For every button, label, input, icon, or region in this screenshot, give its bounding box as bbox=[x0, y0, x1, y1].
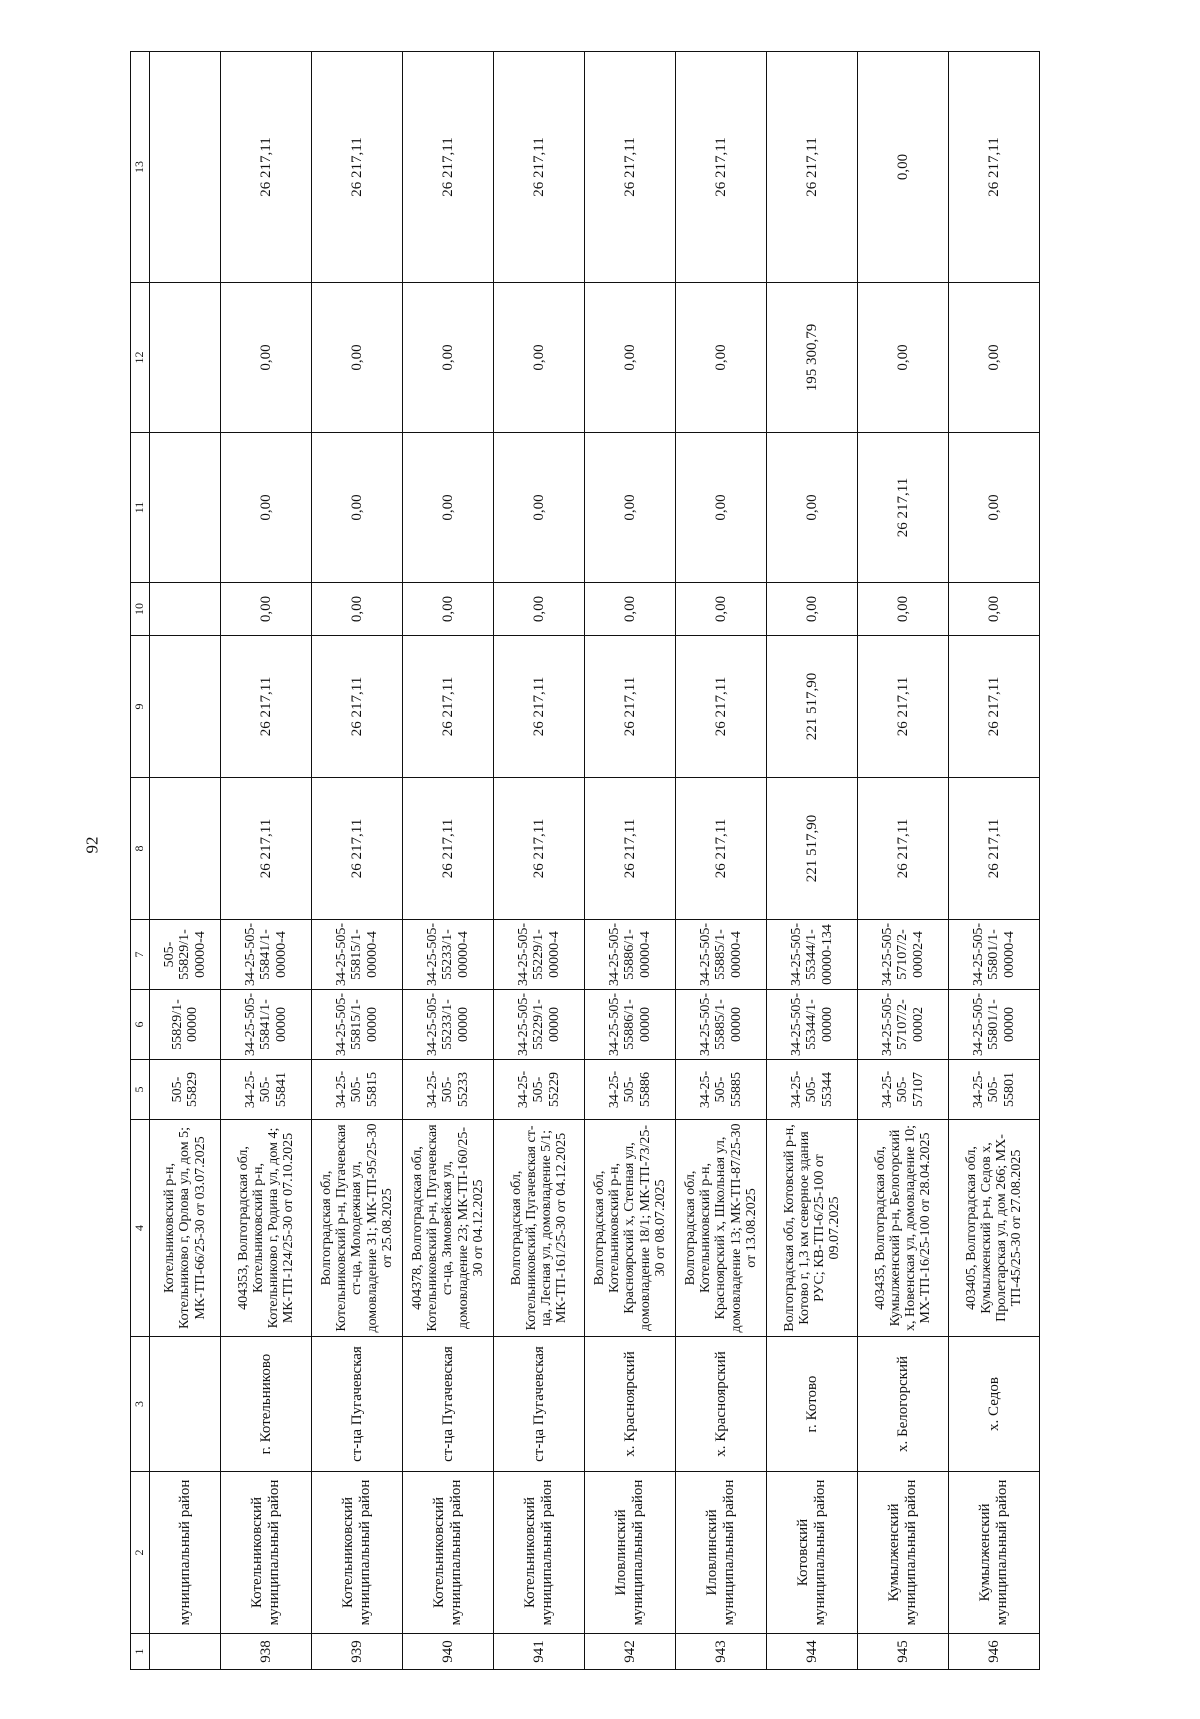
account-code-cell: 34-25-505-55886/1-00000-4 bbox=[585, 920, 676, 990]
locality-cell: г. Котельниково bbox=[221, 1337, 312, 1472]
amount-col12-cell: 0,00 bbox=[403, 283, 494, 433]
table-row bbox=[858, 52, 949, 1670]
column-number: 6 bbox=[131, 990, 150, 1060]
amount-col11-cell: 0,00 bbox=[585, 433, 676, 583]
district-cell: Котельниковский муниципальный район bbox=[494, 1472, 585, 1634]
table-row bbox=[221, 52, 312, 1670]
amount-col10-cell: 0,00 bbox=[221, 583, 312, 636]
amount-col12-cell: 0,00 bbox=[221, 283, 312, 433]
amount-col9-cell: 26 217,11 bbox=[221, 636, 312, 778]
amount-col8-cell: 26 217,11 bbox=[676, 778, 767, 920]
amount-col9-cell: 26 217,11 bbox=[494, 636, 585, 778]
table-row bbox=[949, 52, 1040, 1670]
object-code-cell: 34-25-505-55841/1-00000 bbox=[221, 990, 312, 1060]
column-number: 7 bbox=[131, 920, 150, 990]
locality-cell: х. Белогорский bbox=[858, 1337, 949, 1472]
district-cell: Котельниковский муниципальный район bbox=[312, 1472, 403, 1634]
row-number-cell: 938 bbox=[221, 1634, 312, 1670]
address-cell: 403405, Волгоградская обл, Кумылженский р-н, Седов х, Пролетарская ул, дом 266; МХ-ТП-45/25-30 от 27.08.2025 bbox=[949, 1120, 1040, 1337]
row-number-cell: 941 bbox=[494, 1634, 585, 1670]
column-number: 10 bbox=[131, 583, 150, 636]
address-cell: Волгоградская обл, Котовский р-н, Котово г, 1,3 км северное здания РУС; КВ-ТП-6/25-100 от 09.07.2025 bbox=[767, 1120, 858, 1337]
amount-col12-cell: 0,00 bbox=[949, 283, 1040, 433]
object-code-cell: 34-25-505-57107/2-00002 bbox=[858, 990, 949, 1060]
amount-col9-cell: 26 217,11 bbox=[312, 636, 403, 778]
amount-col8-cell: 26 217,11 bbox=[858, 778, 949, 920]
amount-col11-cell: 0,00 bbox=[403, 433, 494, 583]
amount-col12-cell: 0,00 bbox=[676, 283, 767, 433]
locality-cell: ст-ца Пугачевская bbox=[494, 1337, 585, 1472]
account-code-cell: 34-25-505-55841/1-00000-4 bbox=[221, 920, 312, 990]
amount-col8-cell: 26 217,11 bbox=[585, 778, 676, 920]
amount-col10-cell: 0,00 bbox=[767, 583, 858, 636]
amount-col11-cell bbox=[150, 433, 221, 583]
account-code-cell: 34-25-505-55885/1-00000-4 bbox=[676, 920, 767, 990]
address-cell: Волгоградская обл, Котельниковский р-н, Пугачевская ст-ца, Молодежная ул, домовладение 31; МК-ТП-95/25-30 от 25.08.2025 bbox=[312, 1120, 403, 1337]
cadastral-code-cell: 505-55829 bbox=[150, 1060, 221, 1120]
amount-col11-cell: 26 217,11 bbox=[858, 433, 949, 583]
account-code-cell: 34-25-505-57107/2-00002-4 bbox=[858, 920, 949, 990]
locality-cell: х. Седов bbox=[949, 1337, 1040, 1472]
column-number: 8 bbox=[131, 778, 150, 920]
row-number-cell: 942 bbox=[585, 1634, 676, 1670]
amount-col12-cell: 0,00 bbox=[585, 283, 676, 433]
cadastral-code-cell: 34-25-505-55233 bbox=[403, 1060, 494, 1120]
amount-col10-cell: 0,00 bbox=[676, 583, 767, 636]
page-number: 92 bbox=[82, 836, 102, 854]
amount-col9-cell: 26 217,11 bbox=[676, 636, 767, 778]
district-cell: Котельниковский муниципальный район bbox=[403, 1472, 494, 1634]
object-code-cell: 55829/1-00000 bbox=[150, 990, 221, 1060]
amount-col10-cell: 0,00 bbox=[312, 583, 403, 636]
column-number: 1 bbox=[131, 1634, 150, 1670]
amount-col11-cell: 0,00 bbox=[494, 433, 585, 583]
district-cell: Котовский муниципальный район bbox=[767, 1472, 858, 1634]
district-cell: муниципальный район bbox=[150, 1472, 221, 1634]
rotated-table-container bbox=[130, 52, 1090, 1670]
account-code-cell: 34-25-505-55801/1-00000-4 bbox=[949, 920, 1040, 990]
amount-col10-cell: 0,00 bbox=[585, 583, 676, 636]
locality-cell: х. Красноярский bbox=[585, 1337, 676, 1472]
amount-col9-cell: 26 217,11 bbox=[949, 636, 1040, 778]
address-cell: 404353, Волгоградская обл, Котельниковский р-н, Котельниково г, Родина ул, дом 4; МК-ТП-124/25-30 от 07.10.2025 bbox=[221, 1120, 312, 1337]
address-cell: Волгоградская обл, Котельниковский, Пугачевская ст-ца, Лесная ул, домовладение 5/1; МК-ТП-161/25-30 от 04.12.2025 bbox=[494, 1120, 585, 1337]
amount-col11-cell: 0,00 bbox=[676, 433, 767, 583]
district-cell: Кумылженский муниципальный район bbox=[858, 1472, 949, 1634]
district-cell: Иловлинский муниципальный район bbox=[585, 1472, 676, 1634]
amount-col9-cell: 26 217,11 bbox=[585, 636, 676, 778]
amount-col9-cell: 26 217,11 bbox=[858, 636, 949, 778]
row-number-cell: 940 bbox=[403, 1634, 494, 1670]
amount-col10-cell: 0,00 bbox=[494, 583, 585, 636]
cadastral-code-cell: 34-25-505-55229 bbox=[494, 1060, 585, 1120]
amount-col13-cell: 26 217,11 bbox=[312, 52, 403, 283]
column-number: 12 bbox=[131, 283, 150, 433]
amount-col8-cell: 26 217,11 bbox=[949, 778, 1040, 920]
data-table bbox=[130, 51, 1040, 1670]
column-number: 3 bbox=[131, 1337, 150, 1472]
amount-col8-cell bbox=[150, 778, 221, 920]
column-number-row bbox=[131, 52, 150, 1670]
column-number: 4 bbox=[131, 1120, 150, 1337]
cadastral-code-cell: 34-25-505-55886 bbox=[585, 1060, 676, 1120]
object-code-cell: 34-25-505-55229/1-00000 bbox=[494, 990, 585, 1060]
amount-col9-cell bbox=[150, 636, 221, 778]
amount-col10-cell: 0,00 bbox=[858, 583, 949, 636]
amount-col8-cell: 221 517,90 bbox=[767, 778, 858, 920]
row-number-cell: 946 bbox=[949, 1634, 1040, 1670]
table-row bbox=[312, 52, 403, 1670]
amount-col13-cell: 26 217,11 bbox=[767, 52, 858, 283]
row-number-cell: 944 bbox=[767, 1634, 858, 1670]
account-code-cell: 34-25-505-55344/1-00000-134 bbox=[767, 920, 858, 990]
amount-col11-cell: 0,00 bbox=[221, 433, 312, 583]
amount-col12-cell bbox=[150, 283, 221, 433]
amount-col13-cell: 26 217,11 bbox=[494, 52, 585, 283]
amount-col12-cell: 0,00 bbox=[312, 283, 403, 433]
table-row bbox=[150, 52, 221, 1670]
cadastral-code-cell: 34-25-505-55344 bbox=[767, 1060, 858, 1120]
object-code-cell: 34-25-505-55233/1-00000 bbox=[403, 990, 494, 1060]
address-cell: Волгоградская обл, Котельниковский р-н, Красноярский х, Школьная ул, домовладение 13; МК-ТП-87/25-30 от 13.08.2025 bbox=[676, 1120, 767, 1337]
amount-col8-cell: 26 217,11 bbox=[494, 778, 585, 920]
amount-col13-cell bbox=[150, 52, 221, 283]
account-code-cell: 505-55829/1-00000-4 bbox=[150, 920, 221, 990]
column-number: 9 bbox=[131, 636, 150, 778]
object-code-cell: 34-25-505-55886/1-00000 bbox=[585, 990, 676, 1060]
column-number: 5 bbox=[131, 1060, 150, 1120]
address-cell: Котельниковский р-н, Котельниково г, Орлова ул, дом 5; МК-ТП-66/25-30 от 03.07.2025 bbox=[150, 1120, 221, 1337]
district-cell: Котельниковский муниципальный район bbox=[221, 1472, 312, 1634]
column-number: 2 bbox=[131, 1472, 150, 1634]
amount-col13-cell: 26 217,11 bbox=[221, 52, 312, 283]
district-cell: Иловлинский муниципальный район bbox=[676, 1472, 767, 1634]
amount-col11-cell: 0,00 bbox=[312, 433, 403, 583]
amount-col13-cell: 26 217,11 bbox=[403, 52, 494, 283]
amount-col11-cell: 0,00 bbox=[767, 433, 858, 583]
row-number-cell: 939 bbox=[312, 1634, 403, 1670]
amount-col8-cell: 26 217,11 bbox=[312, 778, 403, 920]
object-code-cell: 34-25-505-55815/1-00000 bbox=[312, 990, 403, 1060]
row-number-cell bbox=[150, 1634, 221, 1670]
amount-col10-cell: 0,00 bbox=[949, 583, 1040, 636]
object-code-cell: 34-25-505-55885/1-00000 bbox=[676, 990, 767, 1060]
amount-col8-cell: 26 217,11 bbox=[221, 778, 312, 920]
cadastral-code-cell: 34-25-505-55801 bbox=[949, 1060, 1040, 1120]
table-row bbox=[494, 52, 585, 1670]
amount-col13-cell: 26 217,11 bbox=[949, 52, 1040, 283]
table-row bbox=[676, 52, 767, 1670]
amount-col12-cell: 0,00 bbox=[494, 283, 585, 433]
table-row bbox=[767, 52, 858, 1670]
cadastral-code-cell: 34-25-505-55841 bbox=[221, 1060, 312, 1120]
account-code-cell: 34-25-505-55815/1-00000-4 bbox=[312, 920, 403, 990]
address-cell: 403435, Волгоградская обл, Кумылженский р-н, Белогорский х, Новенская ул, домовладение 10; МХ-ТП-16/25-100 от 28.04.2025 bbox=[858, 1120, 949, 1337]
object-code-cell: 34-25-505-55344/1-00000 bbox=[767, 990, 858, 1060]
amount-col10-cell: 0,00 bbox=[403, 583, 494, 636]
account-code-cell: 34-25-505-55229/1-00000-4 bbox=[494, 920, 585, 990]
locality-cell: х. Красноярский bbox=[676, 1337, 767, 1472]
amount-col13-cell: 26 217,11 bbox=[585, 52, 676, 283]
amount-col9-cell: 221 517,90 bbox=[767, 636, 858, 778]
address-cell: 404378, Волгоградская обл, Котельниковский р-н, Пугачевская ст-ца, Зимовейская ул, домовладение 23; МК-ТП-160/25-30 от 04.12.2025 bbox=[403, 1120, 494, 1337]
row-number-cell: 943 bbox=[676, 1634, 767, 1670]
table-row bbox=[585, 52, 676, 1670]
amount-col11-cell: 0,00 bbox=[949, 433, 1040, 583]
amount-col12-cell: 0,00 bbox=[858, 283, 949, 433]
cadastral-code-cell: 34-25-505-57107 bbox=[858, 1060, 949, 1120]
cadastral-code-cell: 34-25-505-55885 bbox=[676, 1060, 767, 1120]
amount-col8-cell: 26 217,11 bbox=[403, 778, 494, 920]
amount-col13-cell: 26 217,11 bbox=[676, 52, 767, 283]
table-body bbox=[131, 52, 1040, 1670]
column-number: 11 bbox=[131, 433, 150, 583]
object-code-cell: 34-25-505-55801/1-00000 bbox=[949, 990, 1040, 1060]
column-number: 13 bbox=[131, 52, 150, 283]
row-number-cell: 945 bbox=[858, 1634, 949, 1670]
district-cell: Кумылженский муниципальный район bbox=[949, 1472, 1040, 1634]
table-row bbox=[403, 52, 494, 1670]
amount-col9-cell: 26 217,11 bbox=[403, 636, 494, 778]
locality-cell: ст-ца Пугачевская bbox=[312, 1337, 403, 1472]
address-cell: Волгоградская обл, Котельниковский р-н, Красноярский х, Степная ул, домовладение 18/1; МК-ТП-73/25-30 от 08.07.2025 bbox=[585, 1120, 676, 1337]
cadastral-code-cell: 34-25-505-55815 bbox=[312, 1060, 403, 1120]
account-code-cell: 34-25-505-55233/1-00000-4 bbox=[403, 920, 494, 990]
locality-cell: ст-ца Пугачевская bbox=[403, 1337, 494, 1472]
locality-cell bbox=[150, 1337, 221, 1472]
amount-col10-cell bbox=[150, 583, 221, 636]
amount-col12-cell: 195 300,79 bbox=[767, 283, 858, 433]
amount-col13-cell: 0,00 bbox=[858, 52, 949, 283]
locality-cell: г. Котово bbox=[767, 1337, 858, 1472]
